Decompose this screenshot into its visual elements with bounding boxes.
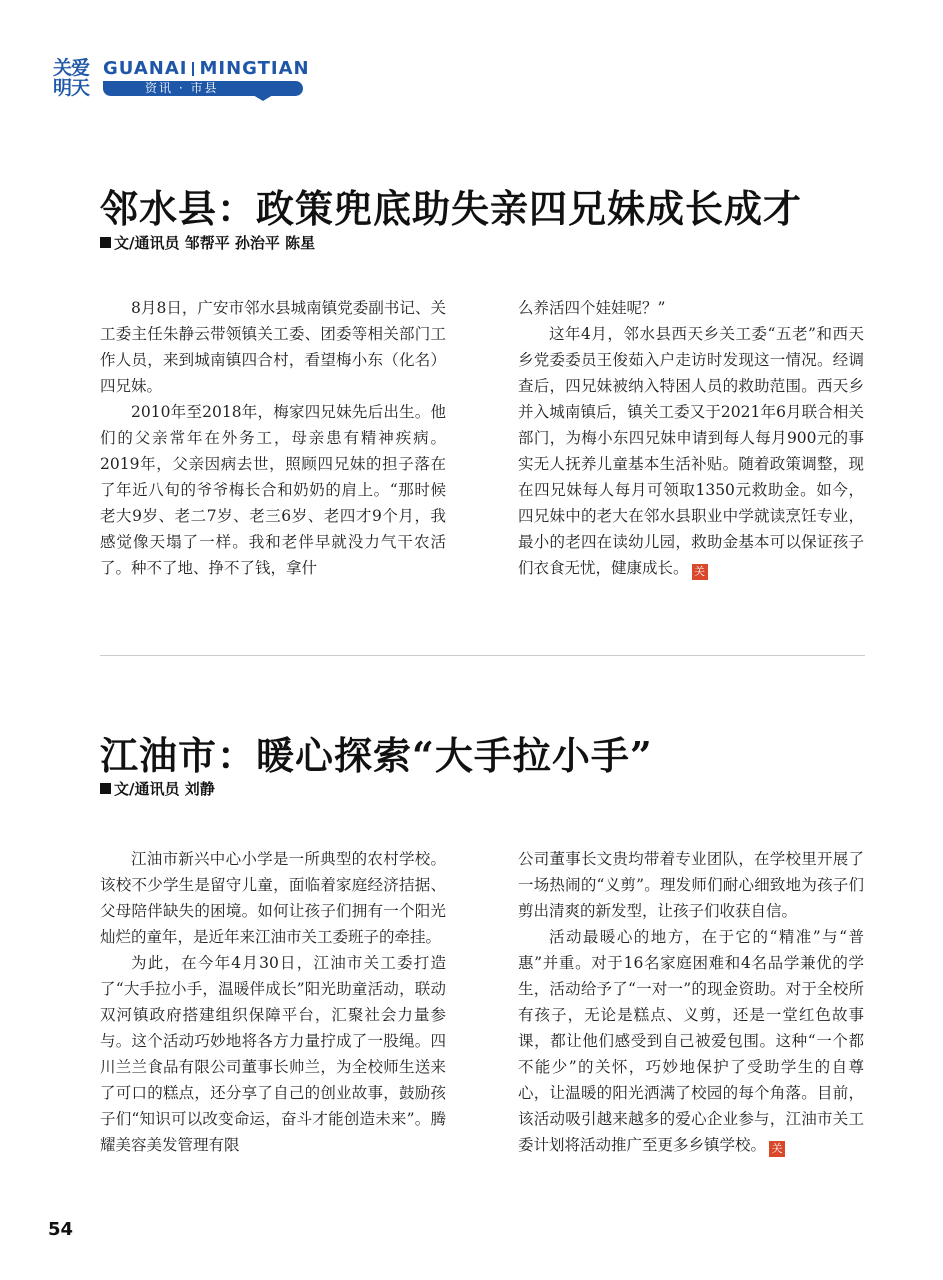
article2-paragraph-2-cont: 公司董事长文贵均带着专业团队，在学校里开展了一场热闹的“义剪”。理发师们耐心细致地为孩子们剪出清爽的新发型，让孩子们收获自信。: [518, 850, 864, 920]
article2-byline: [100, 778, 215, 799]
article1-left-column: [100, 295, 446, 581]
banner-tail: [253, 95, 273, 101]
article1-paragraph-2-cont: 么养活四个娃娃呢？”: [518, 299, 666, 317]
article1-byline-text: 文/通讯员 邹帮平 孙治平 陈星: [114, 234, 316, 252]
article1-paragraph-3-text: 这年4月，邻水县西天乡关工委“五老”和西天乡党委委员王俊茹入户走访时发现这一情况。经调查后，四兄妹被纳入特困人员的救助范围。西天乡并入城南镇后，镇关工委又于2021年6月联合相关部门，为梅小东四兄妹申请到每人每月900元的事实无人抚养儿童基本生活补贴。随着政策调整，现在四兄妹每人每月可领取1350元救助金。如今，四兄妹中的老大在邻水县职业中学就读烹饪专业，最小的老四在读幼儿园，救助金基本可以保证孩子们衣食无忧，健康成长。: [518, 325, 864, 577]
article1-paragraph-1: 8月8日，广安市邻水县城南镇党委副书记、关工委主任朱静云带领镇关工委、团委等相关部门工作人员，来到城南镇四合村，看望梅小东（化名）四兄妹。: [100, 299, 446, 395]
byline-square-icon: [100, 237, 111, 248]
magazine-logo: [53, 58, 95, 98]
article1-right-column: [518, 295, 864, 581]
article-divider: [100, 655, 865, 656]
article2-paragraph-2: 为此，在今年4月30日，江油市关工委打造了“大手拉小手，温暖伴成长”阳光助童活动，联动双河镇政府搭建组织保障平台，汇聚社会力量参与。这个活动巧妙地将各方力量拧成了一股绳。四川兰兰食品有限公司董事长帅兰，为全校师生送来了可口的糕点，还分享了自己的创业故事，鼓励孩子们“知识可以改变命运，奋斗才能创造未来”。腾耀美容美发管理有限: [100, 954, 446, 1154]
article2-paragraph-3-text: 活动最暖心的地方，在于它的“精准”与“普惠”并重。对于16名家庭困难和4名品学兼优的学生，活动给予了“一对一”的现金资助。对于全校所有孩子，无论是糕点、义剪，还是一堂红色故事课，都让他们感受到自己被爱包围。这种“一个都不能少”的关怀，巧妙地保护了受助学生的自尊心，让温暖的阳光洒满了校园的每个角落。目前，该活动吸引越来越多的爱心企业参与，江油市关工委计划将活动推广至更多乡镇学校。: [518, 928, 864, 1154]
article2-byline-text: 文/通讯员 刘静: [114, 780, 215, 798]
article1-paragraph-3: [518, 321, 864, 581]
byline-square-icon: [100, 783, 111, 794]
article1-paragraph-2: 2010年至2018年，梅家四兄妹先后出生。他们的父亲常年在外务工，母亲患有精神疾病。2019年，父亲因病去世，照顾四兄妹的担子落在了年近八旬的爷爷梅长合和奶奶的肩上。“那时候老大9岁、老二7岁、老三6岁、老四才9个月，我感觉像天塌了一样。我和老伴早就没力气干农活了。种不了地、挣不了钱，拿什: [100, 403, 446, 577]
article2-left-column: [100, 846, 446, 1158]
brand-english: [103, 58, 310, 79]
brand-separator: [192, 62, 194, 76]
end-mark-icon: 关: [692, 564, 708, 580]
section-label: 资讯 · 市县: [145, 81, 219, 95]
logo-line-1: 关爱: [53, 57, 90, 79]
article2-paragraph-3: [518, 924, 864, 1158]
article2-paragraph-1: 江油市新兴中心小学是一所典型的农村学校。该校不少学生是留守儿童，面临着家庭经济拮据、父母陪伴缺失的困境。如何让孩子们拥有一个阳光灿烂的童年，是近年来江油市关工委班子的牵挂。: [100, 850, 446, 946]
logo-line-2: 明天: [53, 77, 90, 99]
article1-title: 邻水县：政策兜底助失亲四兄妹成长成才: [100, 186, 803, 231]
article1-byline: [100, 232, 315, 253]
end-mark-icon: 关: [769, 1141, 785, 1157]
article2-right-column: [518, 846, 864, 1158]
page-number: 54: [48, 1219, 74, 1240]
brand-en-left: GUANAI: [103, 58, 188, 79]
article2-title: 江油市：暖心探索“大手拉小手”: [100, 733, 653, 778]
brand-en-right: MINGTIAN: [199, 58, 310, 79]
